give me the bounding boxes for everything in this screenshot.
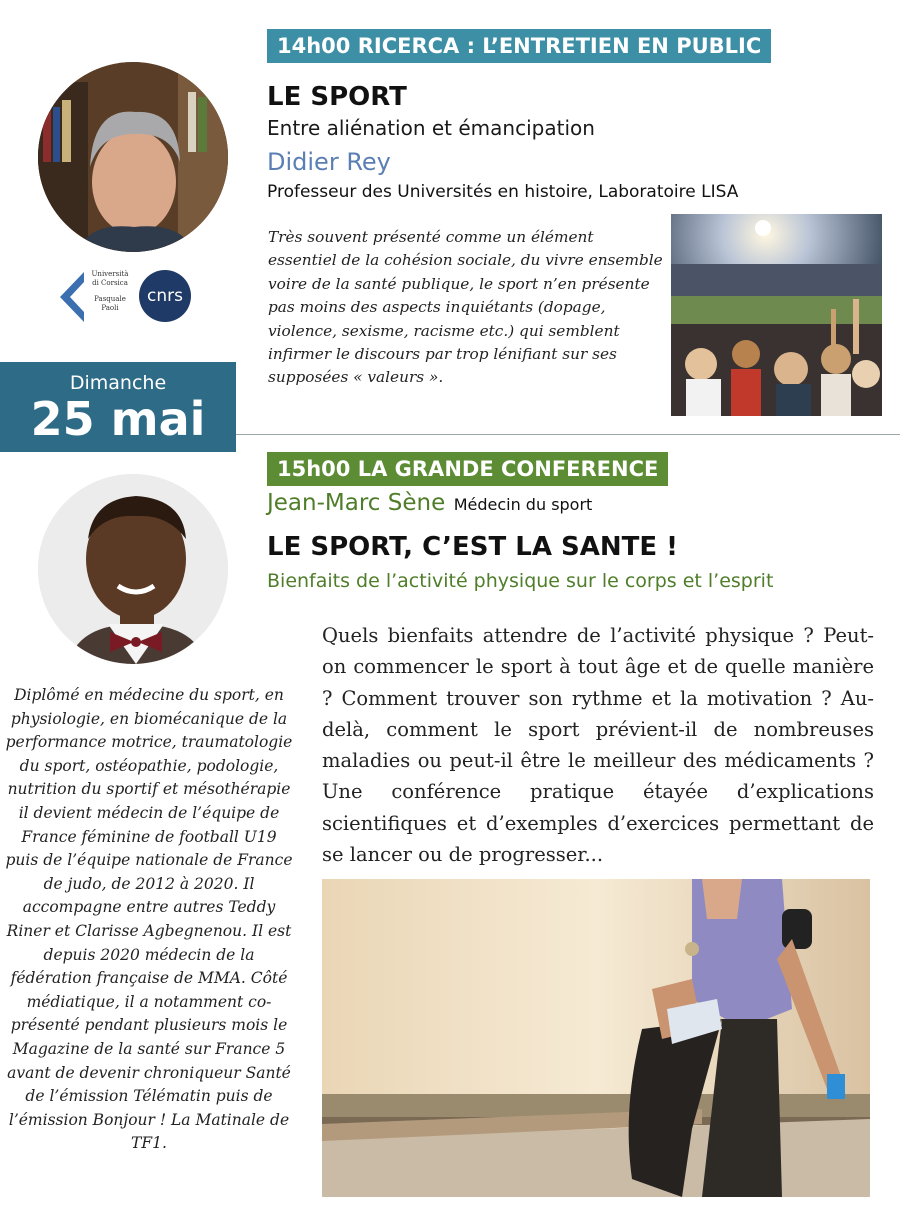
- didier-rey-portrait: [38, 62, 228, 252]
- logo-text-line: di Corsica: [92, 279, 128, 287]
- universita-corsica-logo: [60, 270, 132, 324]
- session1-subtitle: Entre aliénation et émancipation: [267, 116, 595, 140]
- session2-title: LE SPORT, C’EST LA SANTE !: [267, 532, 679, 562]
- session2-speaker-bio: Diplômé en médecine du sport, en physiologie, en biomécanique de la performance motrice, traumatologie du sport, ostéopathie, podologie, nutrition du sportif et mésothérapie il devient médecin de l’équipe de France féminine de football U19 puis de l’équipe nationale de France de judo, de 2012 à 2020. Il accompagne entre autres Teddy Riner et Clarisse Agbegnenou. Il est depuis 2020 médecin de la fédération française de MMA. Côté médiatique, il a notamment co-présenté pendant plusieurs mois le Magazine de la santé sur France 5 avant de devenir chroniqueur Santé de l’émission Télématin puis de l’émission Bonjour ! La Matinale de TF1.: [5, 686, 293, 1153]
- session1-time-badge: 14h00 RICERCA : L’ENTRETIEN EN PUBLIC: [267, 29, 771, 63]
- event-date: 25 mai: [30, 392, 206, 446]
- session1-description: Très souvent présenté comme un élément essentiel de la cohésion sociale, du vivre ensemble voire de la santé publique, le sport n’en présente pas moins des aspects inquiétants (dopage, violence, sexisme, racisme etc.) qui semblent infirmer le discours par trop lénifiant sur ses supposées « valeurs ».: [268, 228, 663, 387]
- session2-time-badge: 15h00 LA GRANDE CONFERENCE: [267, 452, 668, 486]
- cnrs-logo-text: cnrs: [147, 286, 183, 306]
- session2-description: Quels bienfaits attendre de l’activité physique ? Peut-on commencer le sport à tout âge et de quelle manière ? Comment trouver son rythme et la motivation ? Au-delà, comment le sport prévient-il de nombreuses maladies ou peut-il être le meilleur des médicaments ? Une conférence pratique étayée d’explications scientifiques et d’exemples d’exercices permettant de se lancer ou de progresser...: [322, 624, 874, 867]
- section-divider: [236, 434, 900, 435]
- jean-marc-sene-portrait: [38, 474, 228, 664]
- session1-title: LE SPORT: [267, 82, 407, 112]
- event-date-box: [0, 362, 236, 452]
- session1-speaker-name: Didier Rey: [267, 148, 391, 176]
- session2-subtitle: Bienfaits de l’activité physique sur le corps et l’esprit: [267, 570, 774, 592]
- logo-text-line: Pasquale: [94, 295, 126, 303]
- runner-stretching-image: [322, 879, 870, 1197]
- logo-text-line: Paoli: [101, 304, 119, 312]
- session2-speaker-role: Médecin du sport: [453, 495, 593, 514]
- event-day: Dimanche: [69, 372, 167, 394]
- universita-logo-text: [88, 270, 132, 313]
- logo-text-line: Università: [91, 270, 129, 278]
- stadium-crowd-image: [671, 214, 882, 416]
- session2-speaker-name: Jean-Marc Sène: [267, 490, 446, 516]
- session2-speaker-line: [267, 490, 592, 516]
- session1-speaker-role: Professeur des Universités en histoire, Laboratoire LISA: [267, 182, 739, 202]
- cnrs-logo: [139, 270, 191, 322]
